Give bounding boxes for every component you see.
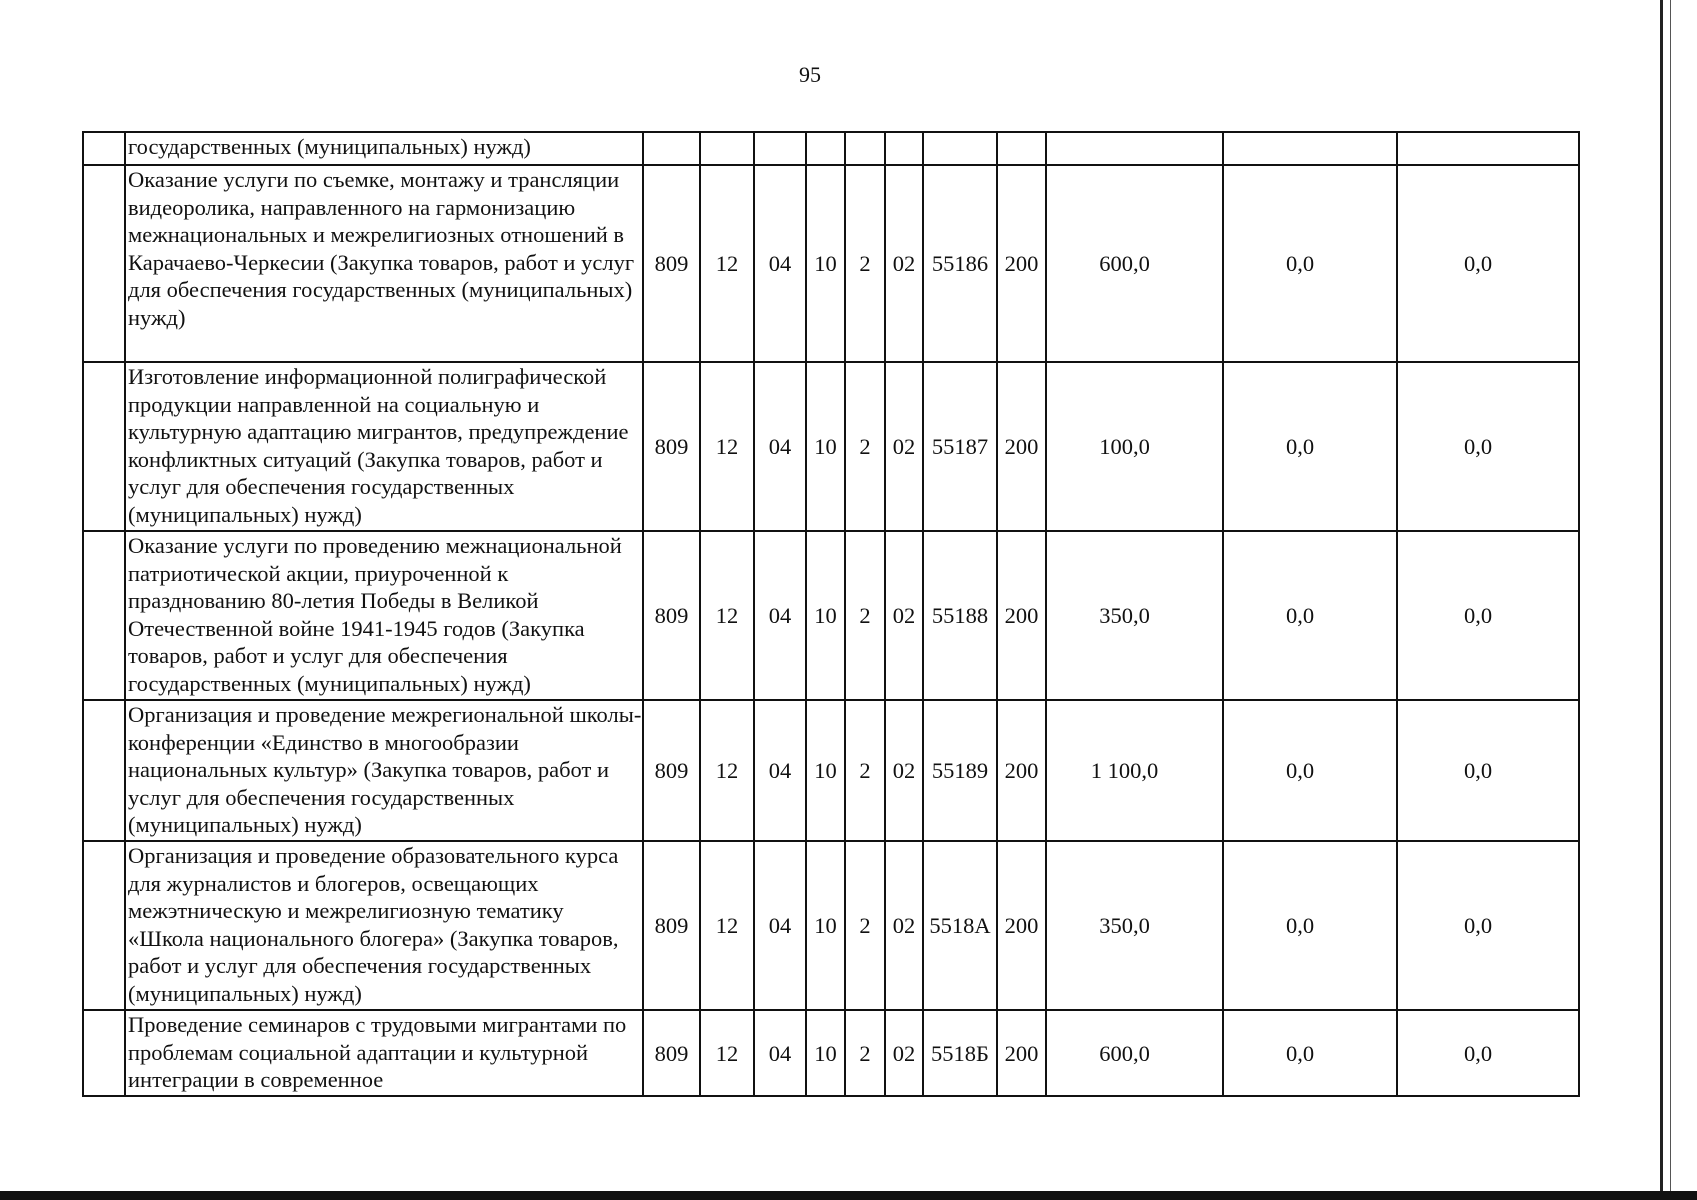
amount-2-cell: 0,0 xyxy=(1223,531,1397,700)
row-number-cell xyxy=(83,531,125,700)
gov-code-cell: 809 xyxy=(643,531,700,700)
amount-1-cell: 600,0 xyxy=(1046,165,1223,362)
section-cell: 12 xyxy=(700,1010,754,1096)
amount-1-cell: 600,0 xyxy=(1046,1010,1223,1096)
subsection-cell: 04 xyxy=(754,531,806,700)
table-row xyxy=(83,841,1579,1010)
amount-2-cell: 0,0 xyxy=(1223,165,1397,362)
amount-1-cell: 350,0 xyxy=(1046,841,1223,1010)
subprogram-cell xyxy=(845,132,885,165)
amount-3-cell: 0,0 xyxy=(1397,362,1579,531)
subprogram-cell: 2 xyxy=(845,165,885,362)
program-cell: 10 xyxy=(806,165,845,362)
description-cell: Организация и проведение образовательного курса для журналистов и блогеров, освещающих межэтническую и межрелигиозную тематику «Школа национального блогера» (Закупка товаров, работ и услуг для обеспечения государственных (муниципальных) нужд) xyxy=(125,841,643,1010)
page-number: 95 xyxy=(799,62,821,87)
section-cell: 12 xyxy=(700,700,754,841)
expense-type-cell xyxy=(997,132,1046,165)
expense-type-cell: 200 xyxy=(997,841,1046,1010)
program-cell: 10 xyxy=(806,362,845,531)
table-row xyxy=(83,531,1579,700)
scan-edge xyxy=(0,1191,1697,1200)
direction-cell: 5518А xyxy=(923,841,997,1010)
amount-3-cell: 0,0 xyxy=(1397,841,1579,1010)
description-cell: Изготовление информационной полиграфической продукции направленной на социальную и культурную адаптацию мигрантов, предупреждение конфликтных ситуаций (Закупка товаров, работ и услуг для обеспечения государственных (муниципальных) нужд) xyxy=(125,362,643,531)
scan-edge xyxy=(1660,0,1663,1200)
expense-type-cell: 200 xyxy=(997,700,1046,841)
direction-cell: 55189 xyxy=(923,700,997,841)
section-cell: 12 xyxy=(700,165,754,362)
gov-code-cell: 809 xyxy=(643,700,700,841)
description-cell: Оказание услуги по проведению межнациональной патриотической акции, приуроченной к празднованию 80-летия Победы в Великой Отечественной войне 1941-1945 годов (Закупка товаров, работ и услуг для обеспечения государственных (муниципальных) нужд) xyxy=(125,531,643,700)
direction-cell: 5518Б xyxy=(923,1010,997,1096)
row-number-cell xyxy=(83,1010,125,1096)
subsection-cell: 04 xyxy=(754,700,806,841)
table-row xyxy=(83,1010,1579,1096)
program-cell: 10 xyxy=(806,531,845,700)
amount-2-cell: 0,0 xyxy=(1223,362,1397,531)
section-cell xyxy=(700,132,754,165)
description-cell: Оказание услуги по съемке, монтажу и трансляции видеоролика, направленного на гармонизацию межнациональных и межрелигиозных отношений в Карачаево-Черкесии (Закупка товаров, работ и услуг для обеспечения государственных (муниципальных) нужд) xyxy=(125,165,643,362)
row-number-cell xyxy=(83,362,125,531)
section-cell: 12 xyxy=(700,841,754,1010)
expense-type-cell: 200 xyxy=(997,165,1046,362)
subsection-cell xyxy=(754,132,806,165)
description-cell: Организация и проведение межрегиональной школы-конференции «Единство в многообразии национальных культур» (Закупка товаров, работ и услуг для обеспечения государственных (муниципальных) нужд) xyxy=(125,700,643,841)
subsection-cell: 04 xyxy=(754,362,806,531)
amount-1-cell: 100,0 xyxy=(1046,362,1223,531)
amount-3-cell: 0,0 xyxy=(1397,1010,1579,1096)
amount-2-cell: 0,0 xyxy=(1223,841,1397,1010)
section-cell: 12 xyxy=(700,362,754,531)
event-cell: 02 xyxy=(885,531,923,700)
gov-code-cell: 809 xyxy=(643,362,700,531)
amount-1-cell: 1 100,0 xyxy=(1046,700,1223,841)
budget-table xyxy=(82,131,1580,1097)
subsection-cell: 04 xyxy=(754,165,806,362)
gov-code-cell: 809 xyxy=(643,841,700,1010)
program-cell: 10 xyxy=(806,841,845,1010)
scan-edge xyxy=(1670,0,1671,1200)
gov-code-cell: 809 xyxy=(643,1010,700,1096)
event-cell: 02 xyxy=(885,1010,923,1096)
amount-1-cell xyxy=(1046,132,1223,165)
amount-2-cell: 0,0 xyxy=(1223,700,1397,841)
amount-3-cell: 0,0 xyxy=(1397,531,1579,700)
amount-2-cell xyxy=(1223,132,1397,165)
table-row xyxy=(83,132,1579,165)
expense-type-cell: 200 xyxy=(997,362,1046,531)
subsection-cell: 04 xyxy=(754,841,806,1010)
row-number-cell xyxy=(83,132,125,165)
subprogram-cell: 2 xyxy=(845,531,885,700)
expense-type-cell: 200 xyxy=(997,531,1046,700)
event-cell: 02 xyxy=(885,700,923,841)
subsection-cell: 04 xyxy=(754,1010,806,1096)
subprogram-cell: 2 xyxy=(845,362,885,531)
event-cell: 02 xyxy=(885,841,923,1010)
amount-1-cell: 350,0 xyxy=(1046,531,1223,700)
expense-type-cell: 200 xyxy=(997,1010,1046,1096)
subprogram-cell: 2 xyxy=(845,1010,885,1096)
table-row xyxy=(83,362,1579,531)
program-cell xyxy=(806,132,845,165)
row-number-cell xyxy=(83,841,125,1010)
amount-3-cell xyxy=(1397,132,1579,165)
amount-3-cell: 0,0 xyxy=(1397,700,1579,841)
amount-3-cell: 0,0 xyxy=(1397,165,1579,362)
row-number-cell xyxy=(83,700,125,841)
description-cell: Проведение семинаров с трудовыми мигрантами по проблемам социальной адаптации и культурной интеграции в современное xyxy=(125,1010,643,1096)
table-row xyxy=(83,165,1579,362)
event-cell xyxy=(885,132,923,165)
event-cell: 02 xyxy=(885,165,923,362)
event-cell: 02 xyxy=(885,362,923,531)
direction-cell: 55187 xyxy=(923,362,997,531)
gov-code-cell: 809 xyxy=(643,165,700,362)
table-row xyxy=(83,700,1579,841)
direction-cell: 55188 xyxy=(923,531,997,700)
gov-code-cell xyxy=(643,132,700,165)
program-cell: 10 xyxy=(806,700,845,841)
subprogram-cell: 2 xyxy=(845,700,885,841)
subprogram-cell: 2 xyxy=(845,841,885,1010)
program-cell: 10 xyxy=(806,1010,845,1096)
direction-cell xyxy=(923,132,997,165)
row-number-cell xyxy=(83,165,125,362)
amount-2-cell: 0,0 xyxy=(1223,1010,1397,1096)
section-cell: 12 xyxy=(700,531,754,700)
direction-cell: 55186 xyxy=(923,165,997,362)
description-cell: государственных (муниципальных) нужд) xyxy=(125,132,643,165)
